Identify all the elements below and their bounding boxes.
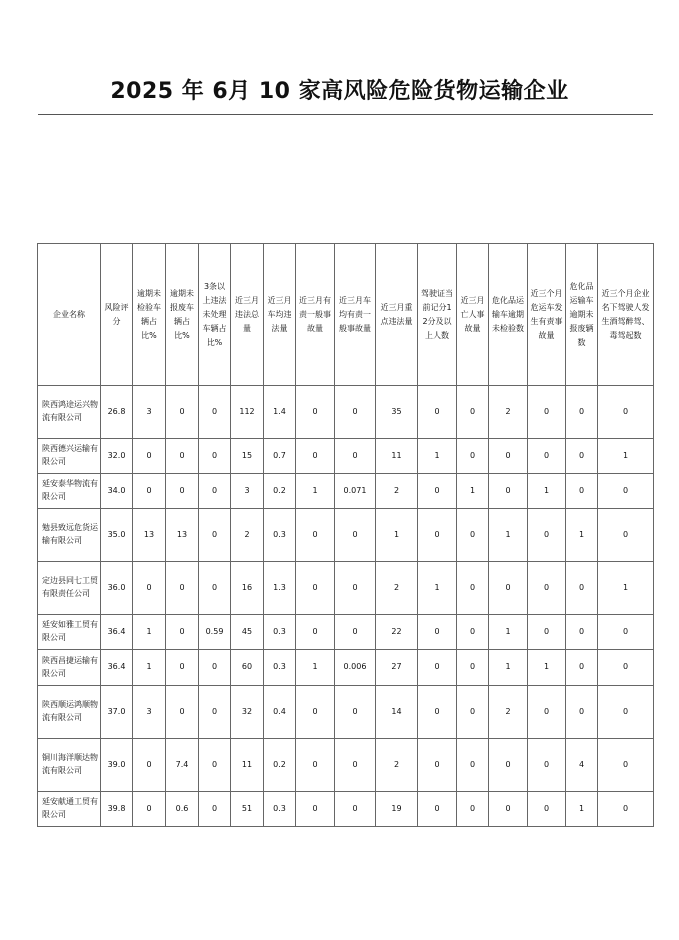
table-cell: 0 <box>133 474 166 509</box>
table-cell: 0 <box>457 739 489 792</box>
table-cell: 1 <box>489 615 528 650</box>
table-cell: 35 <box>376 386 418 439</box>
table-cell: 0 <box>133 739 166 792</box>
table-row <box>38 474 654 509</box>
table-cell: 0 <box>166 474 199 509</box>
table-cell: 0 <box>457 650 489 686</box>
table-cell: 0 <box>528 386 566 439</box>
table-cell: 0 <box>199 739 231 792</box>
table-cell: 0 <box>199 439 231 474</box>
table-cell: 1 <box>489 650 528 686</box>
table-cell: 0.59 <box>199 615 231 650</box>
table-cell: 13 <box>133 509 166 562</box>
table-cell: 0.2 <box>264 474 296 509</box>
table-cell: 0.3 <box>264 792 296 827</box>
table-cell: 0 <box>457 509 489 562</box>
table-cell: 14 <box>376 686 418 739</box>
table-cell: 0 <box>296 509 335 562</box>
table-cell: 0 <box>598 386 654 439</box>
table-cell: 0 <box>199 474 231 509</box>
table-row <box>38 686 654 739</box>
table-cell: 1 <box>418 439 457 474</box>
table-cell: 0 <box>199 686 231 739</box>
company-name-cell: 延安泰华物流有限公司 <box>38 474 101 509</box>
column-header: 逾期未检验车辆占比% <box>133 244 166 386</box>
table-row <box>38 386 654 439</box>
table-cell: 0 <box>489 439 528 474</box>
table-row <box>38 615 654 650</box>
table-cell: 22 <box>376 615 418 650</box>
table-cell: 32 <box>231 686 264 739</box>
table-cell: 0 <box>335 686 376 739</box>
table-cell: 2 <box>376 474 418 509</box>
table-cell: 0 <box>133 792 166 827</box>
table-cell: 19 <box>376 792 418 827</box>
table-cell: 0.6 <box>166 792 199 827</box>
table-cell: 0 <box>457 615 489 650</box>
table-cell: 51 <box>231 792 264 827</box>
table-cell: 0 <box>598 792 654 827</box>
table-cell: 4 <box>566 739 598 792</box>
table-cell: 0.2 <box>264 739 296 792</box>
table-cell: 0 <box>489 474 528 509</box>
table-cell: 0 <box>418 739 457 792</box>
page-title: 2025 年 6月 10 家高风险危险货物运输企业 <box>110 79 569 104</box>
table-cell: 0 <box>528 792 566 827</box>
table-cell: 0 <box>418 792 457 827</box>
table-cell: 39.0 <box>101 739 133 792</box>
table-cell: 0.3 <box>264 615 296 650</box>
table-cell: 0 <box>296 439 335 474</box>
table-cell: 0 <box>528 739 566 792</box>
table-cell: 0 <box>566 386 598 439</box>
table-cell: 1 <box>566 509 598 562</box>
table-row <box>38 439 654 474</box>
table-cell: 0 <box>598 739 654 792</box>
table-cell: 0 <box>418 386 457 439</box>
table-cell: 11 <box>376 439 418 474</box>
column-header: 3条以上违法未处理车辆占比% <box>199 244 231 386</box>
table-cell: 1 <box>376 509 418 562</box>
table-cell: 2 <box>376 562 418 615</box>
table-cell: 0 <box>418 650 457 686</box>
table-cell: 0 <box>296 562 335 615</box>
table-cell: 0.006 <box>335 650 376 686</box>
table-cell: 1.3 <box>264 562 296 615</box>
column-header: 近三月车均违法量 <box>264 244 296 386</box>
company-name-cell: 陕西鸿途运兴物流有限公司 <box>38 386 101 439</box>
table-cell: 0.7 <box>264 439 296 474</box>
table-row <box>38 562 654 615</box>
table-cell: 2 <box>376 739 418 792</box>
company-name-cell: 陕西顺运鸿顺物流有限公司 <box>38 686 101 739</box>
column-header: 危化品运输车逾期未报废辆数 <box>566 244 598 386</box>
table-cell: 0 <box>457 439 489 474</box>
table-cell: 0 <box>166 686 199 739</box>
table-cell: 36.4 <box>101 650 133 686</box>
table-cell: 1 <box>598 562 654 615</box>
table-row <box>38 650 654 686</box>
table-cell: 7.4 <box>166 739 199 792</box>
table-cell: 1 <box>133 650 166 686</box>
table-cell: 1 <box>566 792 598 827</box>
table-cell: 15 <box>231 439 264 474</box>
table-row <box>38 739 654 792</box>
table-cell: 0 <box>598 615 654 650</box>
table-cell: 0 <box>598 474 654 509</box>
table-cell: 2 <box>489 386 528 439</box>
table-cell: 0 <box>133 562 166 615</box>
table-cell: 0 <box>133 439 166 474</box>
table-cell: 0 <box>335 615 376 650</box>
table-cell: 3 <box>231 474 264 509</box>
table-cell: 35.0 <box>101 509 133 562</box>
table-cell: 0 <box>566 615 598 650</box>
table-cell: 0 <box>528 509 566 562</box>
table-cell: 0 <box>489 792 528 827</box>
table-cell: 0 <box>335 386 376 439</box>
column-header: 企业名称 <box>38 244 101 386</box>
table-cell: 0 <box>598 686 654 739</box>
table-cell: 0 <box>418 474 457 509</box>
table-cell: 1 <box>528 650 566 686</box>
table-cell: 1 <box>418 562 457 615</box>
table-cell: 1 <box>489 509 528 562</box>
column-header: 近三月车均有责一般事故量 <box>335 244 376 386</box>
table-cell: 0 <box>457 386 489 439</box>
table-cell: 3 <box>133 686 166 739</box>
table-cell: 0 <box>199 386 231 439</box>
table-cell: 0 <box>166 386 199 439</box>
table-cell: 0 <box>566 439 598 474</box>
column-header: 驾驶证当前记分12分及以上人数 <box>418 244 457 386</box>
column-header: 近三月亡人事故量 <box>457 244 489 386</box>
table-cell: 0 <box>166 439 199 474</box>
table-cell: 3 <box>133 386 166 439</box>
table-cell: 0 <box>566 474 598 509</box>
table-cell: 0 <box>418 615 457 650</box>
table-cell: 0 <box>528 686 566 739</box>
table-cell: 0 <box>199 562 231 615</box>
table-cell: 1 <box>528 474 566 509</box>
enterprise-risk-table <box>37 243 654 827</box>
table-cell: 16 <box>231 562 264 615</box>
company-name-cell: 铜川海洋顺达物流有限公司 <box>38 739 101 792</box>
table-cell: 36.0 <box>101 562 133 615</box>
company-name-cell: 延安献通工贸有限公司 <box>38 792 101 827</box>
table-cell: 0 <box>335 792 376 827</box>
table-cell: 0 <box>335 739 376 792</box>
table-cell: 0 <box>598 509 654 562</box>
table-cell: 0.3 <box>264 509 296 562</box>
table-cell: 1 <box>296 474 335 509</box>
table-cell: 0.4 <box>264 686 296 739</box>
table-cell: 32.0 <box>101 439 133 474</box>
column-header: 逾期未报废车辆占比% <box>166 244 199 386</box>
table-cell: 0 <box>566 686 598 739</box>
table-cell: 37.0 <box>101 686 133 739</box>
table-cell: 0 <box>335 439 376 474</box>
table-row <box>38 509 654 562</box>
company-name-cell: 陕西昌捷运输有限公司 <box>38 650 101 686</box>
table-cell: 0 <box>457 562 489 615</box>
column-header: 近三月有责一般事故量 <box>296 244 335 386</box>
table-cell: 112 <box>231 386 264 439</box>
column-header: 近三个月危运车发生有责事故量 <box>528 244 566 386</box>
table-cell: 0 <box>296 739 335 792</box>
table-cell: 0 <box>199 792 231 827</box>
table-cell: 0 <box>457 792 489 827</box>
table-cell: 1 <box>457 474 489 509</box>
table-header-row <box>38 244 654 386</box>
table-cell: 1 <box>598 439 654 474</box>
title-divider <box>38 114 653 115</box>
table-cell: 0 <box>166 615 199 650</box>
table-cell: 27 <box>376 650 418 686</box>
company-name-cell: 勉县致远危货运输有限公司 <box>38 509 101 562</box>
table-cell: 1 <box>133 615 166 650</box>
table-cell: 11 <box>231 739 264 792</box>
table-cell: 0 <box>566 650 598 686</box>
table-cell: 0 <box>166 650 199 686</box>
table-cell: 0 <box>418 509 457 562</box>
table-cell: 0 <box>418 686 457 739</box>
table-cell: 13 <box>166 509 199 562</box>
table-cell: 39.8 <box>101 792 133 827</box>
table-cell: 0 <box>566 562 598 615</box>
column-header: 近三个月企业名下驾驶人发生酒驾醉驾、毒驾起数 <box>598 244 654 386</box>
table-cell: 2 <box>489 686 528 739</box>
table-cell: 0 <box>296 615 335 650</box>
table-cell: 0 <box>296 386 335 439</box>
column-header: 危化品运输车逾期未检验数 <box>489 244 528 386</box>
table-cell: 60 <box>231 650 264 686</box>
table-cell: 0 <box>528 439 566 474</box>
table-cell: 1.4 <box>264 386 296 439</box>
table-cell: 0.071 <box>335 474 376 509</box>
table-cell: 0 <box>199 650 231 686</box>
table-cell: 34.0 <box>101 474 133 509</box>
table-cell: 0 <box>598 650 654 686</box>
table-cell: 0 <box>489 562 528 615</box>
table-cell: 0 <box>528 562 566 615</box>
column-header: 风险评分 <box>101 244 133 386</box>
company-name-cell: 陕西德兴运输有限公司 <box>38 439 101 474</box>
column-header: 近三月重点违法量 <box>376 244 418 386</box>
company-name-cell: 延安如雅工贸有限公司 <box>38 615 101 650</box>
table-cell: 26.8 <box>101 386 133 439</box>
table-cell: 2 <box>231 509 264 562</box>
table-cell: 1 <box>296 650 335 686</box>
table-cell: 0 <box>296 792 335 827</box>
table-cell: 0 <box>199 509 231 562</box>
table-cell: 0 <box>296 686 335 739</box>
table-row <box>38 792 654 827</box>
table-cell: 0 <box>166 562 199 615</box>
table-cell: 0 <box>528 615 566 650</box>
company-name-cell: 定边县同七工贸有限责任公司 <box>38 562 101 615</box>
table-cell: 36.4 <box>101 615 133 650</box>
column-header: 近三月违法总量 <box>231 244 264 386</box>
table-cell: 45 <box>231 615 264 650</box>
table-cell: 0 <box>335 509 376 562</box>
table-cell: 0 <box>489 739 528 792</box>
table-cell: 0 <box>457 686 489 739</box>
table-cell: 0.3 <box>264 650 296 686</box>
table-cell: 0 <box>335 562 376 615</box>
